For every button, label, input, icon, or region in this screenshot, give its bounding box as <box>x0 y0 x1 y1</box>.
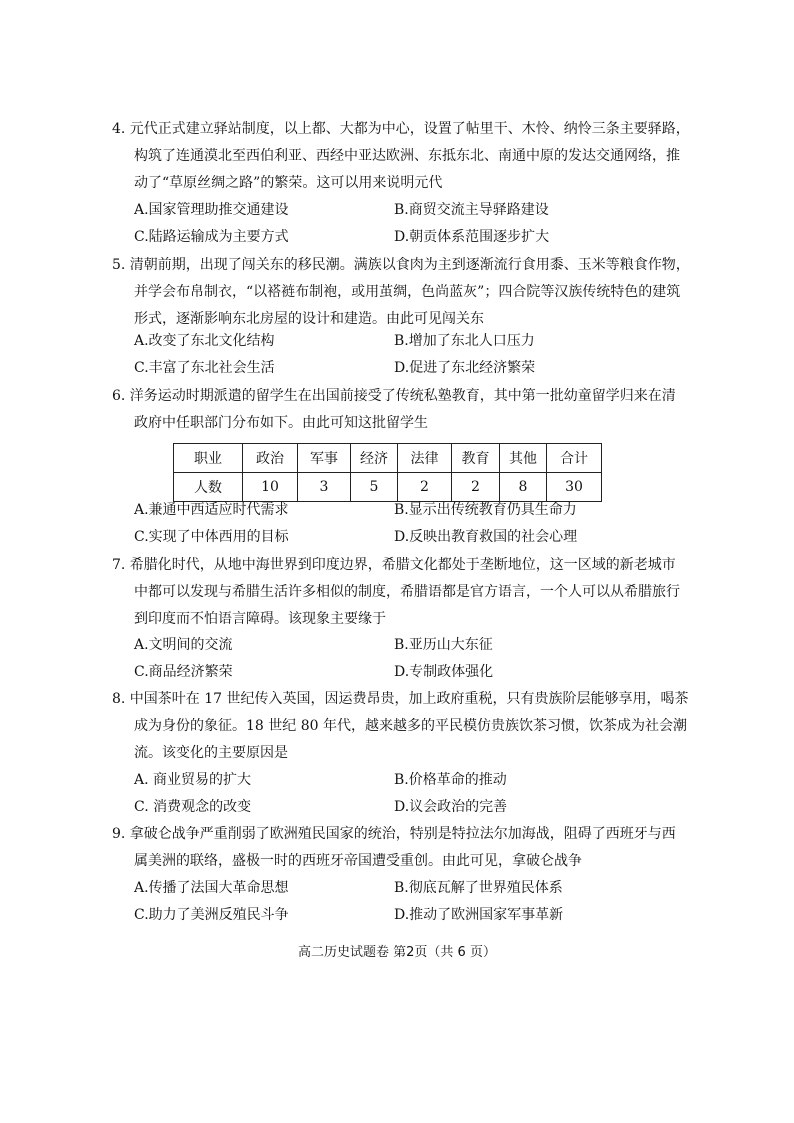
option-d: D.反映出教育救国的社会心理 <box>394 529 578 545</box>
question-7-line-3: 到印度而不怕语言障碍。该现象主要缘于 <box>134 611 386 627</box>
option-b: B.商贸交流主导驿路建设 <box>394 202 549 218</box>
question-8 <box>112 686 689 767</box>
table-cell: 2 <box>398 473 452 502</box>
question-7-line-1: 7. 希腊化时代，从地中海世界到印度边界，希腊文化都处于垄断地位，这一区域的新老城市 <box>112 557 676 573</box>
table-cell: 政治 <box>243 444 298 473</box>
option-d: D.推动了欧洲国家军事革新 <box>394 907 564 923</box>
page-footer: 高二历史试题卷 第2页（共 6 页） <box>298 945 496 960</box>
option-b: B.显示出传统教育仍具生命力 <box>394 502 577 518</box>
option-d: D.议会政治的完善 <box>394 799 508 815</box>
question-7 <box>112 552 680 633</box>
option-b: B.增加了东北人口压力 <box>394 333 535 349</box>
table-cell: 经济 <box>351 444 398 473</box>
table-cell: 10 <box>243 473 298 502</box>
option-a: A.兼通中西适应时代需求 <box>134 502 289 518</box>
question-8-options <box>134 767 654 821</box>
question-7-line-2: 中都可以发现与希腊生活许多相似的制度，希腊语都是官方语言，一个人可以从希腊旅行 <box>134 584 680 600</box>
option-c: C. 消费观念的改变 <box>134 799 252 815</box>
table-cell: 合计 <box>547 444 602 473</box>
question-9-options <box>134 875 654 929</box>
option-c: C.丰富了东北社会生活 <box>134 360 275 376</box>
table-cell: 人数 <box>174 473 243 502</box>
table-cell: 30 <box>547 473 602 502</box>
question-6-line-2: 政府中任职部门分布如下。由此可知这批留学生 <box>134 415 428 431</box>
question-5-line-3: 形式，逐渐影响东北房屋的设计和建造。由此可见闯关东 <box>134 311 484 327</box>
question-4 <box>112 116 690 197</box>
question-7-options <box>134 632 654 686</box>
table-cell: 其他 <box>500 444 547 473</box>
question-9 <box>112 821 676 875</box>
question-8-line-2: 成为身份的象征。18 世纪 80 年代，越来越多的平民模仿贵族饮茶习惯，饮茶成为社会潮 <box>134 718 687 734</box>
option-a: A.改变了东北文化结构 <box>134 333 275 349</box>
question-5-line-1: 5. 清朝前期，出现了闯关东的移民潮。满族以食肉为主到逐渐流行食用黍、玉米等粮食作物， <box>112 257 690 273</box>
table-cell: 军事 <box>298 444 351 473</box>
occupation-table <box>173 443 602 502</box>
question-4-options <box>134 197 654 251</box>
option-c: C.陆路运输成为主要方式 <box>134 229 289 245</box>
option-d: D.专制政体强化 <box>394 664 494 680</box>
question-6 <box>112 383 676 437</box>
question-8-line-1: 8. 中国茶叶在 17 世纪传入英国，因运费昂贵，加上政府重税，只有贵族阶层能够享用，喝茶 <box>112 691 689 707</box>
table-cell: 8 <box>500 473 547 502</box>
table-cell: 5 <box>351 473 398 502</box>
table-cell: 2 <box>452 473 500 502</box>
table-cell: 法律 <box>398 444 452 473</box>
question-9-line-1: 9. 拿破仑战争严重削弱了欧洲殖民国家的统治，特别是特拉法尔加海战，阻碍了西班牙与西 <box>112 826 676 842</box>
question-5 <box>112 252 690 333</box>
option-b: B.彻底瓦解了世界殖民体系 <box>394 880 563 896</box>
table-cell: 职业 <box>174 444 243 473</box>
option-b: B.亚历山大东征 <box>394 637 493 653</box>
table-cell: 教育 <box>452 444 500 473</box>
option-d: D.朝贡体系范围逐步扩大 <box>394 229 550 245</box>
option-c: C.实现了中体西用的目标 <box>134 529 289 545</box>
question-4-line-2: 构筑了连通漠北至西伯利亚、西经中亚达欧洲、东抵东北、南通中原的发达交通网络，推 <box>134 148 680 164</box>
option-c: C.商品经济繁荣 <box>134 664 233 680</box>
table-cell: 3 <box>298 473 351 502</box>
question-5-line-2: 并学会布帛制衣，“以褡裢布制袍，或用茧绸，色尚蓝灰”；四合院等汉族传统特色的建筑 <box>134 284 681 300</box>
option-b: B.价格革命的推动 <box>394 772 507 788</box>
option-a: A. 商业贸易的扩大 <box>134 772 252 788</box>
option-a: A.文明间的交流 <box>134 637 233 653</box>
table-header-row <box>174 444 602 473</box>
option-a: A.传播了法国大革命思想 <box>134 880 289 896</box>
question-8-line-3: 流。该变化的主要原因是 <box>134 745 288 761</box>
question-6-line-1: 6. 洋务运动时期派遣的留学生在出国前接受了传统私塾教育，其中第一批幼童留学归来在清 <box>112 388 676 404</box>
question-4-line-3: 动了“草原丝绸之路”的繁荣。这可以用来说明元代 <box>134 175 443 191</box>
question-9-line-2: 属美洲的联络，盛极一时的西班牙帝国遭受重创。由此可见，拿破仑战争 <box>134 853 582 869</box>
question-5-options <box>134 328 654 382</box>
option-a: A.国家管理助推交通建设 <box>134 202 289 218</box>
option-c: C.助力了美洲反殖民斗争 <box>134 907 289 923</box>
question-4-line-1: 4. 元代正式建立驿站制度，以上都、大都为中心，设置了帖里干、木怜、纳怜三条主要驿路， <box>112 121 690 137</box>
question-6-options <box>134 497 654 551</box>
option-d: D.促进了东北经济繁荣 <box>394 360 536 376</box>
